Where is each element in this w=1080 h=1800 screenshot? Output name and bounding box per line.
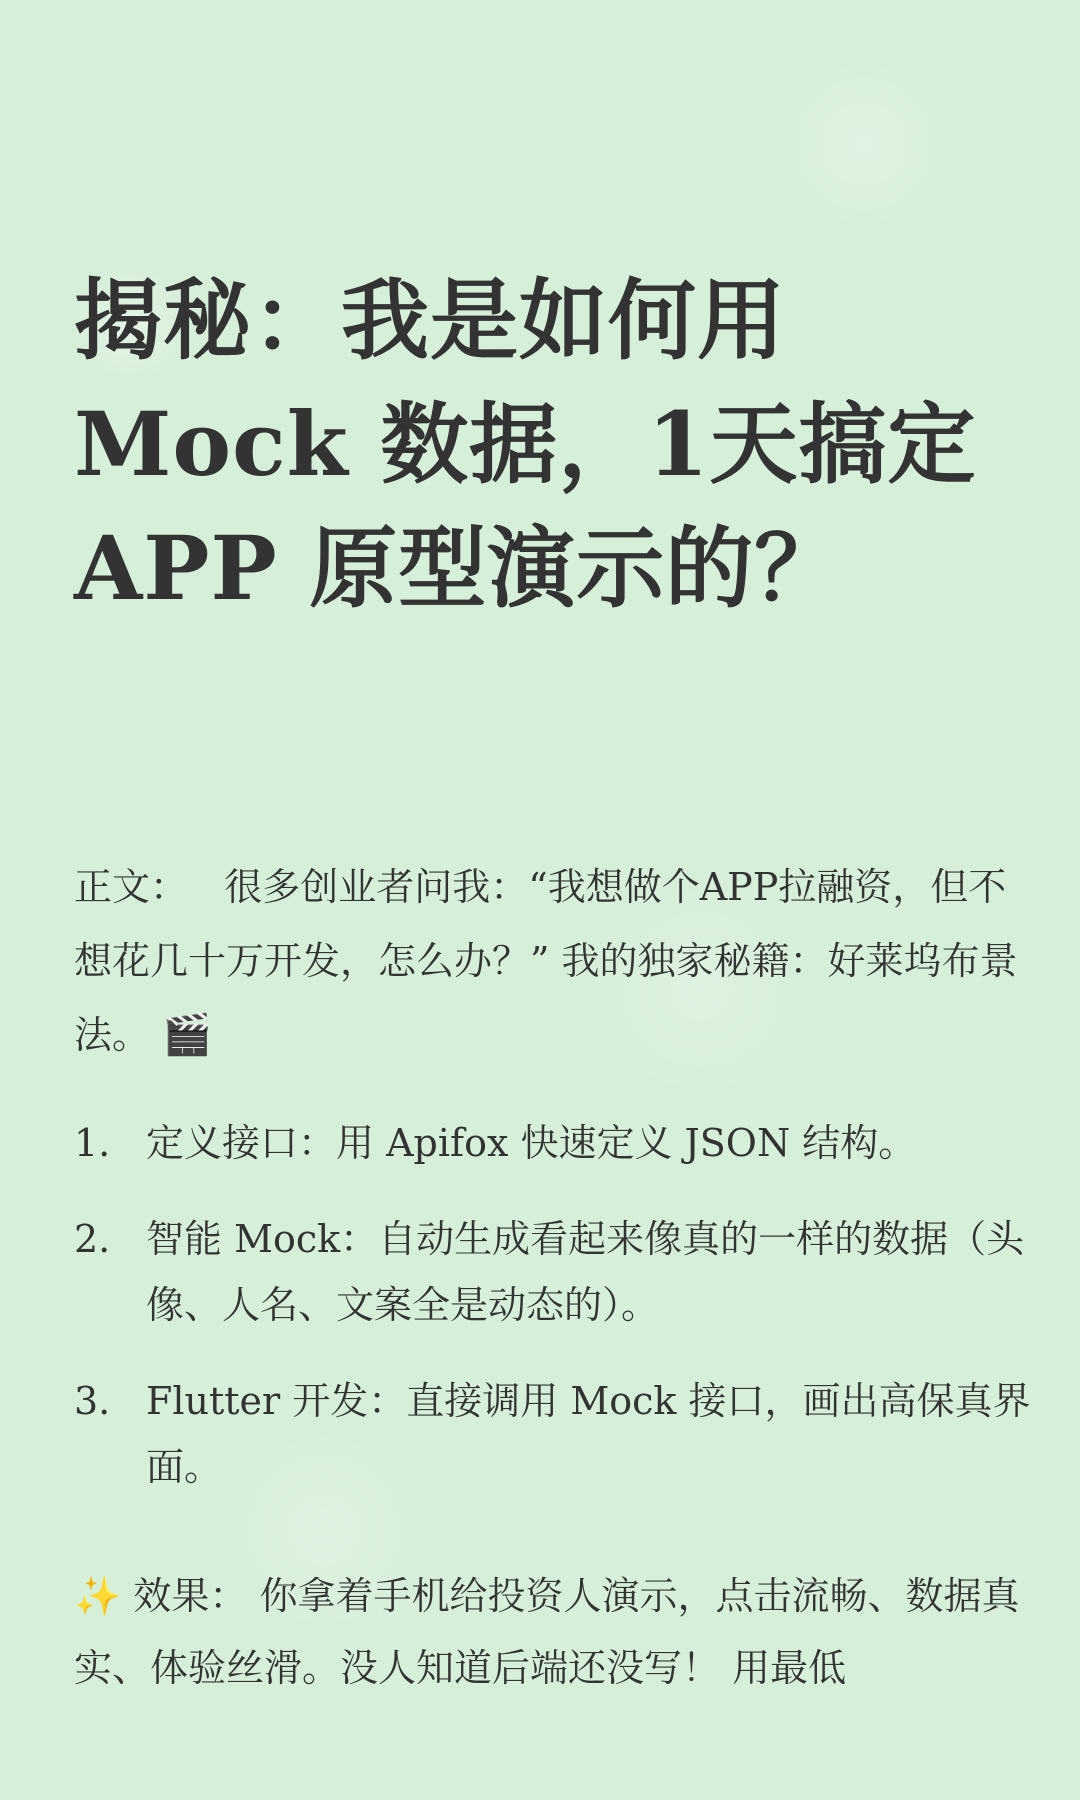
list-item xyxy=(74,1110,1034,1176)
step-text: 智能 Mock：自动生成看起来像真的一样的数据（头像、人名、文案全是动态的）。 xyxy=(146,1217,1025,1327)
list-item xyxy=(74,1206,1034,1338)
result-paragraph xyxy=(74,1560,1034,1704)
step-text: 定义接口：用 Apifox 快速定义 JSON 结构。 xyxy=(146,1121,917,1165)
list-item xyxy=(74,1368,1034,1500)
intro-text: 很多创业者问我：“我想做个APP拉融资，但不想花几十万开发，怎么办？” 我的独家秘籍：好莱坞布景法。 xyxy=(74,865,1018,1057)
result-label: 效果： xyxy=(133,1574,248,1618)
title-line-2: Mock 数据，1天搞定 xyxy=(74,392,977,496)
step-text: Flutter 开发：直接调用 Mock 接口，画出高保真界面。 xyxy=(146,1379,1031,1489)
intro-paragraph xyxy=(74,850,1034,1072)
step-number: 2. xyxy=(74,1217,111,1261)
step-number: 1. xyxy=(74,1121,111,1165)
sparkle-icon: ✨ xyxy=(74,1574,122,1618)
title-line-1: 揭秘：我是如何用 xyxy=(74,268,787,372)
result-text: 你拿着手机给投资人演示，点击流畅、数据真实、体验丝滑。没人知道后端还没写！ 用最低 xyxy=(74,1574,1020,1690)
step-number: 3. xyxy=(74,1379,111,1423)
title-line-3: APP 原型演示的？ xyxy=(74,516,844,620)
steps-list xyxy=(74,1110,1034,1530)
page-title xyxy=(74,258,1024,630)
intro-label: 正文： xyxy=(74,865,189,909)
clapperboard-icon: 🎬 xyxy=(162,1012,212,1058)
